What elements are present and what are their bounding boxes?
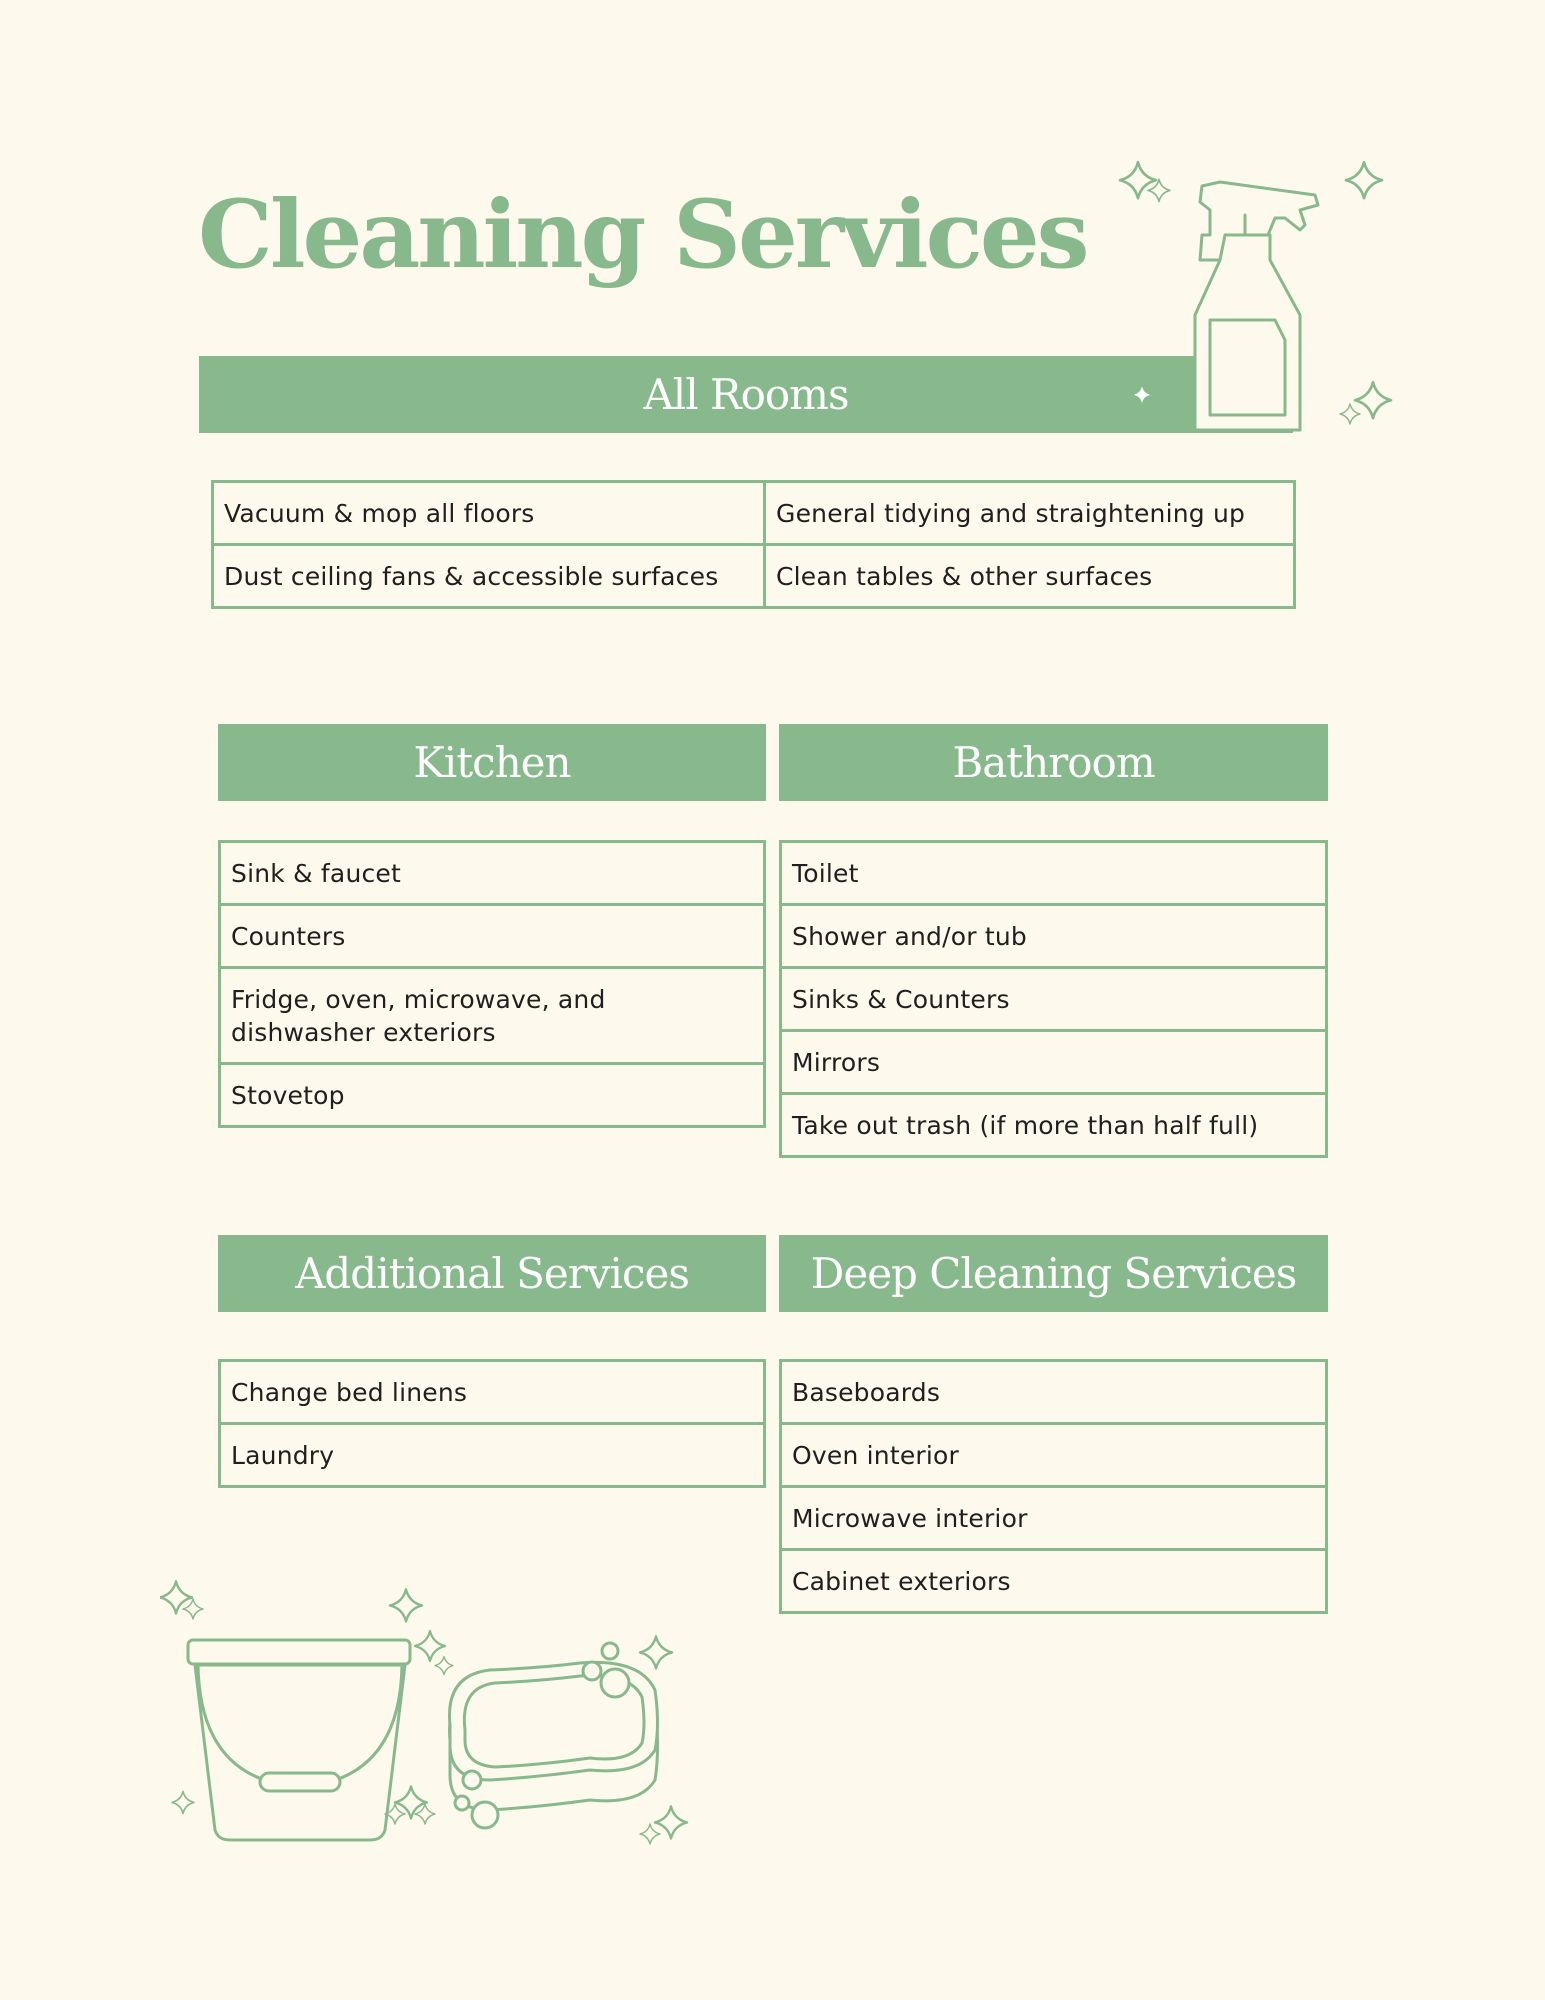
page-title: Cleaning Services bbox=[198, 180, 1087, 290]
sparkle-icon bbox=[1355, 382, 1391, 418]
list-item-text: Oven interior bbox=[781, 1424, 1327, 1487]
sparkle-icon bbox=[1135, 388, 1149, 402]
table-cell: Vacuum & mop all floors bbox=[213, 482, 765, 545]
bathroom-heading-text: Bathroom bbox=[952, 738, 1155, 787]
list-item-text: Take out trash (if more than half full) bbox=[781, 1094, 1327, 1157]
deep-cleaning-list bbox=[779, 1359, 1328, 1614]
list-item bbox=[220, 1064, 765, 1127]
list-item-text: Shower and/or tub bbox=[781, 905, 1327, 968]
list-item bbox=[781, 1031, 1327, 1094]
list-item-text: Stovetop bbox=[220, 1064, 765, 1127]
kitchen-heading bbox=[218, 724, 766, 801]
list-item bbox=[781, 1424, 1327, 1487]
additional-services-heading bbox=[218, 1235, 766, 1312]
additional-services-list bbox=[218, 1359, 766, 1488]
list-item bbox=[781, 842, 1327, 905]
list-item-text: Toilet bbox=[781, 842, 1327, 905]
sparkle-icon bbox=[1120, 162, 1156, 198]
list-item-text: Fridge, oven, microwave, and dishwasher exteriors bbox=[220, 968, 765, 1064]
list-item bbox=[781, 968, 1327, 1031]
all-rooms-table bbox=[211, 480, 1296, 609]
list-item-text: Sinks & Counters bbox=[781, 968, 1327, 1031]
list-item bbox=[781, 1094, 1327, 1157]
list-item-text: Laundry bbox=[220, 1424, 765, 1487]
sparkle-icon bbox=[1340, 404, 1360, 424]
table-cell: Clean tables & other surfaces bbox=[765, 545, 1295, 608]
deep-cleaning-heading-text: Deep Cleaning Services bbox=[810, 1249, 1297, 1298]
list-item-text: Mirrors bbox=[781, 1031, 1327, 1094]
list-item bbox=[220, 1361, 765, 1424]
sparkle-icon bbox=[1346, 162, 1382, 198]
additional-services-heading-text: Additional Services bbox=[295, 1249, 689, 1298]
list-item bbox=[781, 1361, 1327, 1424]
bucket-icon bbox=[188, 1640, 410, 1840]
list-item bbox=[220, 842, 765, 905]
list-item bbox=[220, 905, 765, 968]
list-item bbox=[220, 1424, 765, 1487]
kitchen-list bbox=[218, 840, 766, 1128]
list-item-text: Cabinet exteriors bbox=[781, 1550, 1327, 1613]
list-item-text: Microwave interior bbox=[781, 1487, 1327, 1550]
bucket-sponge-illustration bbox=[160, 1575, 700, 1870]
bathroom-list bbox=[779, 840, 1328, 1158]
all-rooms-heading-text: All Rooms bbox=[643, 370, 849, 419]
deep-cleaning-heading bbox=[779, 1235, 1328, 1312]
table-cell: Dust ceiling fans & accessible surfaces bbox=[213, 545, 765, 608]
kitchen-heading-text: Kitchen bbox=[413, 738, 571, 787]
list-item-text: Baseboards bbox=[781, 1361, 1327, 1424]
list-item bbox=[220, 968, 765, 1064]
table-row bbox=[213, 545, 1295, 608]
list-item-text: Sink & faucet bbox=[220, 842, 765, 905]
bathroom-heading bbox=[779, 724, 1328, 801]
list-item bbox=[781, 905, 1327, 968]
table-row bbox=[213, 482, 1295, 545]
list-item-text: Counters bbox=[220, 905, 765, 968]
sponge-icon bbox=[450, 1643, 658, 1828]
spray-bottle-icon bbox=[1110, 150, 1400, 440]
list-item-text: Change bed linens bbox=[220, 1361, 765, 1424]
list-item bbox=[781, 1487, 1327, 1550]
list-item bbox=[781, 1550, 1327, 1613]
table-cell: General tidying and straightening up bbox=[765, 482, 1295, 545]
